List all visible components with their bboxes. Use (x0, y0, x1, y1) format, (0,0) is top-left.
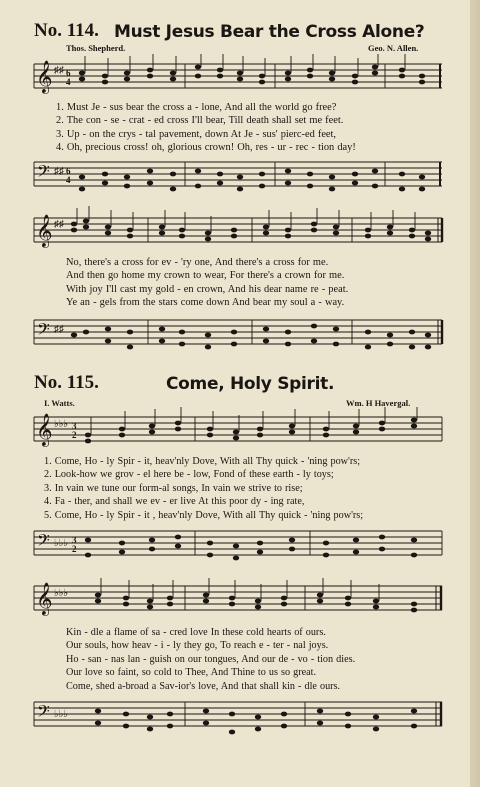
hymn-115-lyricist: I. Watts. (44, 398, 75, 408)
svg-text:3: 3 (72, 535, 77, 545)
hymn-114-verses-part1 (56, 101, 456, 155)
hymn-114-verses-part2 (66, 256, 466, 310)
svg-text:6: 6 (66, 166, 71, 176)
hymn-114-composer: Geo. N. Allen. (368, 43, 419, 53)
verse-line: 4. Fa - ther, and shall we ev - er live At this poor dy - ing rate, (44, 496, 305, 508)
staff-114-2-treble (30, 204, 450, 254)
hymn-115-verses-part1 (44, 455, 444, 522)
verse-line: With joy I'll cast my gold - en crown, And his dear name re - peat. (66, 283, 349, 295)
staff-115-2-treble (30, 576, 450, 622)
hymn-115-number: No. 115. (34, 372, 99, 393)
hymn-114-title: Must Jesus Bear the Cross Alone? (114, 22, 425, 42)
hymn-115-composer: Wm. H Havergal. (346, 398, 411, 408)
svg-text:♯♯: ♯♯ (54, 65, 64, 76)
verse-line: 4. Oh, precious cross! oh, glorious crown! Oh, res - ur - rec - tion day! (56, 142, 356, 154)
svg-text:𝄞: 𝄞 (36, 60, 53, 93)
svg-text:𝄢: 𝄢 (37, 161, 50, 185)
svg-text:♯♯: ♯♯ (54, 324, 64, 335)
staff-115-1-treble (30, 407, 450, 453)
svg-text:6: 6 (66, 68, 71, 78)
svg-text:♭♭♭: ♭♭♭ (54, 588, 69, 599)
svg-text:𝄢: 𝄢 (37, 530, 50, 554)
svg-text:2: 2 (72, 544, 77, 554)
svg-text:4: 4 (66, 77, 71, 87)
verse-line: 1. Come, Ho - ly Spir - it, heav'nly Dove, With all Thy quick - 'ning pow'rs; (44, 456, 361, 467)
svg-text:𝄢: 𝄢 (37, 319, 50, 343)
page-gutter (470, 0, 480, 787)
hymn-115-verses-part2 (66, 626, 466, 693)
verse-line: 1. Must Je - sus bear the cross a - lone, And all the world go free? (56, 102, 337, 113)
hymn-115-title: Come, Holy Spirit. (166, 374, 335, 394)
verse-line: And then go home my crown to wear, For there's a crown for me. (66, 270, 345, 282)
svg-text:3: 3 (72, 421, 77, 431)
svg-text:𝄞: 𝄞 (36, 413, 53, 446)
svg-text:♯♯: ♯♯ (54, 166, 64, 177)
svg-text:𝄞: 𝄞 (36, 582, 53, 615)
verse-line: Kin - dle a flame of sa - cred love In these cold hearts of ours. (66, 627, 326, 638)
verse-line: Ho - san - nas lan - guish on our tongues, And our de - vo - tion dies. (66, 653, 356, 665)
svg-text:♭♭♭: ♭♭♭ (54, 709, 69, 720)
verse-line: Come, shed a-broad a Sav-ior's love, And that shall kin - dle ours. (66, 680, 341, 692)
svg-text:♭♭♭: ♭♭♭ (54, 538, 69, 549)
verse-line: No, there's a cross for ev - 'ry one, And there's a cross for me. (66, 257, 329, 268)
verse-line: Ye an - gels from the stars come down And bear my soul a - way. (66, 297, 345, 309)
staff-115-2-bass (30, 692, 450, 742)
verse-line: 3. Up - on the crys - tal pavement, down At Je - sus' pierc-ed feet, (56, 128, 337, 140)
svg-text:𝄞: 𝄞 (36, 214, 53, 247)
verse-line: 3. In vain we tune our form-al songs, In vain we strive to rise; (44, 482, 303, 494)
verse-line: Our love so faint, so cold to Thee, And Thine to us so great. (66, 667, 317, 679)
svg-text:𝄢: 𝄢 (37, 701, 50, 725)
hymn-114-number: No. 114. (34, 20, 99, 41)
verse-line: 2. Look-how we grov - el here be - low, Fond of these earth - ly toys; (44, 469, 334, 481)
svg-text:♭♭♭: ♭♭♭ (54, 419, 69, 430)
verse-line: 2. The con - se - crat - ed cross I'll bear, Till death shall set me feet. (56, 115, 344, 127)
hymn-114-lyricist: Thos. Shepherd. (66, 43, 126, 53)
staff-114-2-bass (30, 306, 450, 356)
verse-line: 5. Come, Ho - ly Spir - it , heav'nly Dove, With all Thy quick - 'ning pow'rs; (44, 509, 364, 521)
staff-114-1-treble (30, 54, 450, 100)
svg-text:♯♯: ♯♯ (54, 219, 64, 230)
svg-text:4: 4 (66, 175, 71, 185)
staff-114-1-bass (30, 152, 450, 200)
staff-115-1-bass (30, 521, 450, 567)
svg-text:2: 2 (72, 430, 77, 440)
verse-line: Our souls, how heav - i - ly they go, To reach e - ter - nal joys. (66, 640, 329, 652)
